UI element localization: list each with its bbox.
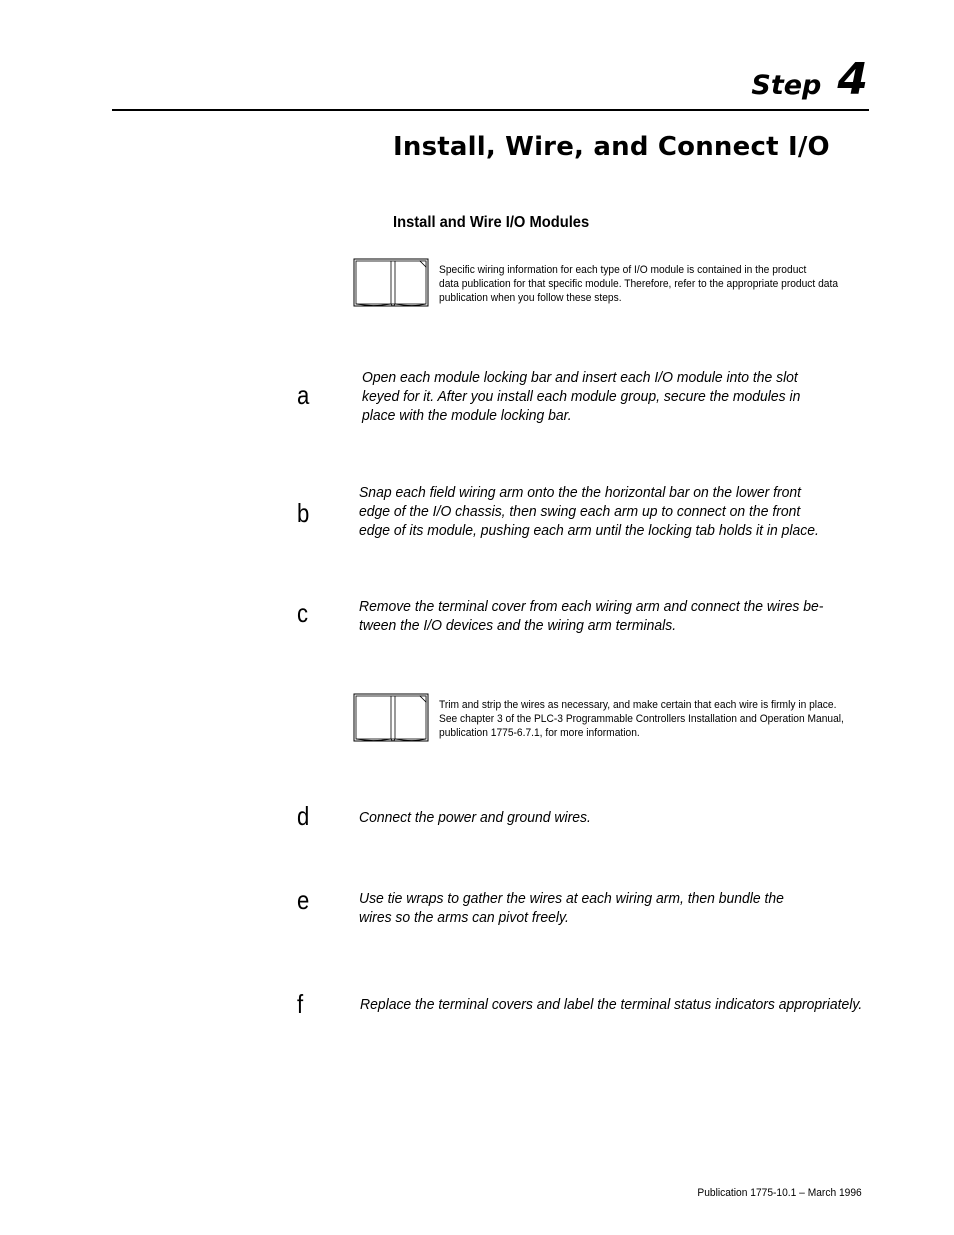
reference-note [353, 692, 874, 744]
note-text: Trim and strip the wires as necessary, and make certain that each wire is firmly in place. See chapter 3 of the PLC-3 Programmable Controllers Installation and Operation Manual, publication 1775-6.7.1, for more information. [439, 699, 844, 739]
section-heading: Install and Wire I/O Modules [393, 214, 590, 231]
reference-note [353, 257, 868, 309]
step-number: 4 [837, 54, 868, 105]
step-text: Use tie wraps to gather the wires at each wiring arm, then bundle the wires so the arms can pivot freely. [359, 890, 784, 926]
step-letter: a [297, 380, 310, 410]
step-header [751, 54, 868, 105]
note-text: Specific wiring information for each type of I/O module is contained in the product data publication for that specific module. Therefore, refer to the appropriate product data publication when you follow these steps. [439, 264, 839, 304]
step-label: Step [751, 70, 822, 101]
step-item-f [297, 991, 900, 1017]
step-letter: b [297, 498, 310, 528]
page-title: Install, Wire, and Connect I/O [393, 132, 830, 162]
step-letter: e [297, 885, 310, 915]
step-letter: d [297, 801, 310, 831]
manual-book-icon [353, 692, 431, 744]
publication-footer: Publication 1775-10.1 – March 1996 [697, 1187, 862, 1199]
step-text: Open each module locking bar and insert each I/O module into the slot keyed for it. After you install each module group, secure the modules in place with the module locking bar. [362, 369, 801, 424]
step-letter: c [297, 598, 309, 628]
step-text: Snap each field wiring arm onto the the horizontal bar on the lower front edge of the I/O chassis, then swing each arm up to connect on the front edge of its module, pushing each arm until the locking tab holds it in place. [359, 484, 819, 539]
step-item-c [297, 600, 858, 635]
step-item-e [297, 887, 816, 927]
step-text: Remove the terminal cover from each wiring arm and connect the wires be- tween the I/O devices and the wiring arm terminals. [359, 598, 824, 634]
step-text: Replace the terminal covers and label the terminal status indicators appropriately. [360, 996, 863, 1013]
step-item-d [297, 803, 608, 829]
manual-book-icon [353, 257, 431, 309]
header-rule [112, 109, 869, 111]
step-item-a [297, 369, 833, 425]
step-text: Connect the power and ground wires. [359, 809, 591, 826]
step-item-b [297, 484, 853, 540]
step-letter: f [297, 989, 304, 1019]
